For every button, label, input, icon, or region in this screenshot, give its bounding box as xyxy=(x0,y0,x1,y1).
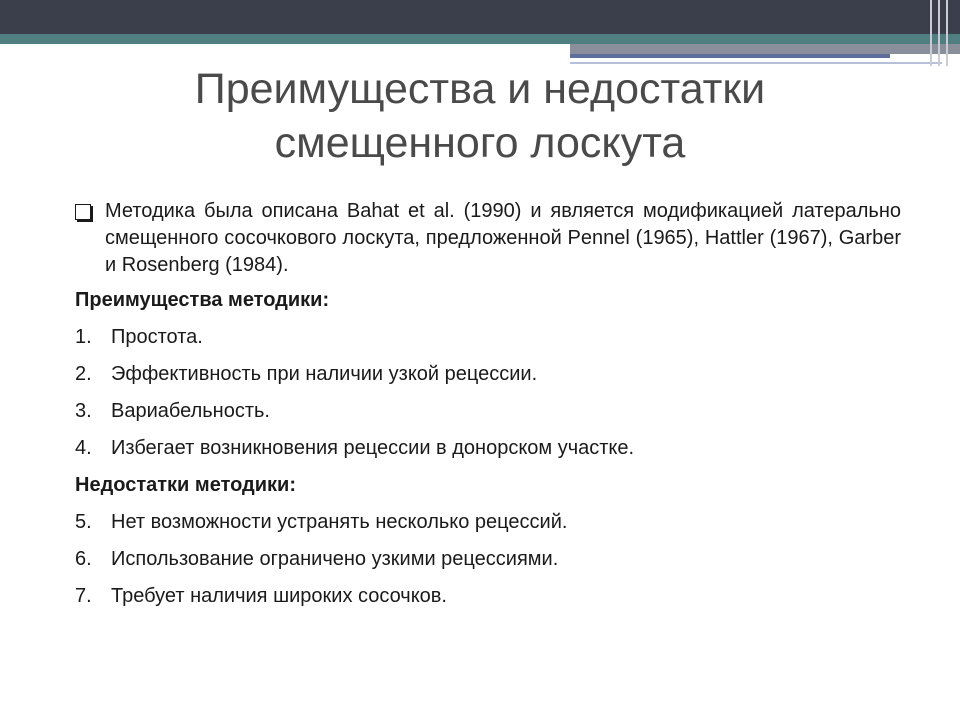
slide-title: Преимущества и недостатки смещенного лоскута xyxy=(194,65,766,167)
list-number: 2. xyxy=(75,363,92,385)
list-item xyxy=(75,583,901,610)
list-number: 6. xyxy=(75,548,92,570)
teal-band xyxy=(0,34,960,44)
list-text: Использование ограничено узкими рецессиями. xyxy=(111,548,559,570)
list-text: Простота. xyxy=(111,326,203,348)
list-text: Нет возможности устранять несколько рецессий. xyxy=(111,511,568,533)
list-item xyxy=(75,435,901,462)
list-text: Вариабельность. xyxy=(111,400,270,422)
advantages-heading: Преимущества методики: xyxy=(75,289,330,311)
list-item xyxy=(75,398,901,425)
list-item xyxy=(75,546,901,573)
list-number: 5. xyxy=(75,511,92,533)
list-number: 3. xyxy=(75,400,92,422)
grey-band xyxy=(570,44,960,54)
list-text: Требует наличия широких сосочков. xyxy=(111,585,447,607)
top-dark-bar xyxy=(0,0,960,34)
vertical-stripe xyxy=(938,0,940,66)
list-text: Избегает возникновения рецессии в донорском участке. xyxy=(111,437,635,459)
list-number: 4. xyxy=(75,437,92,459)
list-item xyxy=(75,361,901,388)
vertical-stripe xyxy=(946,0,948,66)
list-item xyxy=(75,324,901,351)
list-number: 7. xyxy=(75,585,92,607)
intro-text: Методика была описана Bahat et al. (1990) и является модификацией латерально смещенного сосочкового лоскута, предложенной Pennel (1965), Hattler (1967), Garber и Rosenberg (1984). xyxy=(105,200,901,276)
disadvantages-heading: Недостатки методики: xyxy=(75,474,297,496)
list-text: Эффективность при наличии узкой рецессии. xyxy=(111,363,538,385)
slide-content xyxy=(75,198,901,610)
vertical-stripe xyxy=(930,0,932,66)
blue-accent-line xyxy=(570,54,890,58)
list-number: 1. xyxy=(75,326,92,348)
list-item xyxy=(75,509,901,536)
checkbox-bullet-icon xyxy=(75,204,91,220)
intro-bullet xyxy=(75,198,901,279)
